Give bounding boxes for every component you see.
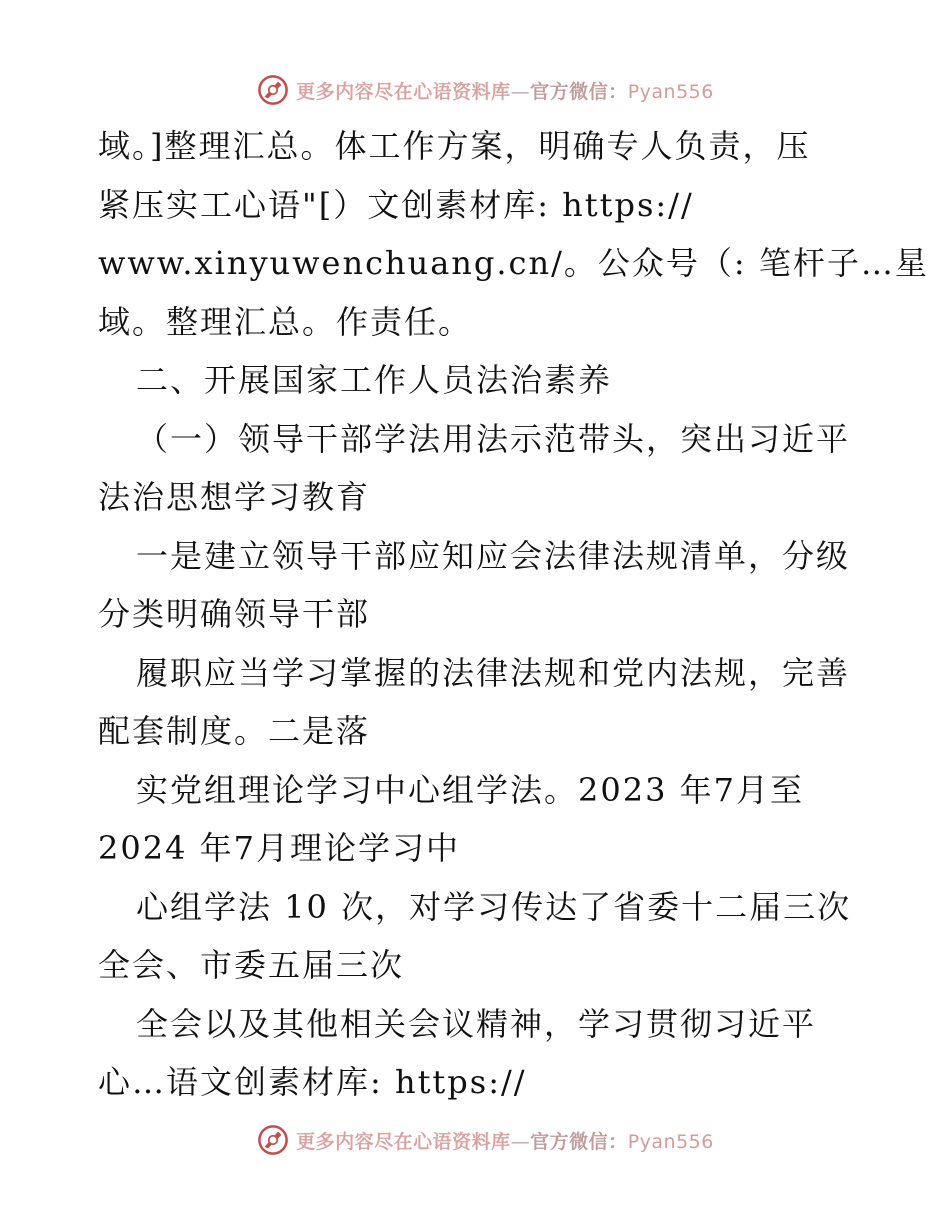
brand-logo-icon — [256, 73, 290, 107]
body-text-line: 紧压实工心语"[）文创素材库: https:// — [98, 185, 694, 224]
body-text-line: 2024 年7月理论学习中 — [98, 829, 460, 867]
banner-slogan: 更多内容尽在心语资料库 — [296, 1130, 511, 1153]
header-banner-text — [296, 77, 714, 104]
body-text-line: 配套制度。二是落 — [98, 712, 371, 750]
banner-dash: — — [510, 80, 531, 103]
body-text-line: 域。]整理汇总。体工作方案，明确专人负责，压 — [98, 127, 811, 165]
body-text-line: 分类明确领导干部 — [98, 595, 371, 633]
body-text-line: 二、开展国家工作人员法治素养 — [136, 361, 613, 399]
document-body — [98, 117, 929, 1112]
body-text-line: 法治思想学习教育 — [98, 478, 371, 516]
header-watermark-banner — [0, 70, 950, 110]
banner-official-label: 官方微信： — [530, 80, 628, 103]
footer-watermark-banner — [0, 1120, 950, 1160]
banner-wechat-id: Pyan556 — [627, 1130, 714, 1153]
body-text-line: 实党组理论学习中心组学法。2023 年7月至 — [136, 770, 804, 809]
brand-logo-icon — [256, 1123, 290, 1157]
banner-wechat-id: Pyan556 — [627, 80, 714, 103]
footer-banner-text — [296, 1127, 714, 1154]
banner-official-label: 官方微信： — [530, 1130, 628, 1153]
body-text-line: 全会、市委五届三次 — [98, 946, 405, 984]
body-text-line: 一是建立领导干部应知应会法律法规清单，分级 — [136, 536, 851, 575]
body-text-line: 全会以及其他相关会议精神，学习贯彻习近平 — [136, 1004, 817, 1043]
body-text-line: 心…语文创素材库: https:// — [98, 1063, 527, 1101]
body-text-line: （一）领导干部学法用法示范带头，突出习近平 — [136, 419, 851, 458]
banner-dash: — — [510, 1130, 531, 1153]
body-text-line: 心组学法 10 次，对学习传达了省委十二届三次 — [136, 887, 852, 926]
body-text-line: 域。整理汇总。作责任。 — [98, 302, 473, 341]
body-text-line: 履职应当学习掌握的法律法规和党内法规，完善 — [136, 653, 851, 692]
body-text-line: www.xinyuwenchuang.cn/。公众号（: 笔杆子…星 — [98, 244, 929, 282]
banner-slogan: 更多内容尽在心语资料库 — [296, 80, 511, 103]
